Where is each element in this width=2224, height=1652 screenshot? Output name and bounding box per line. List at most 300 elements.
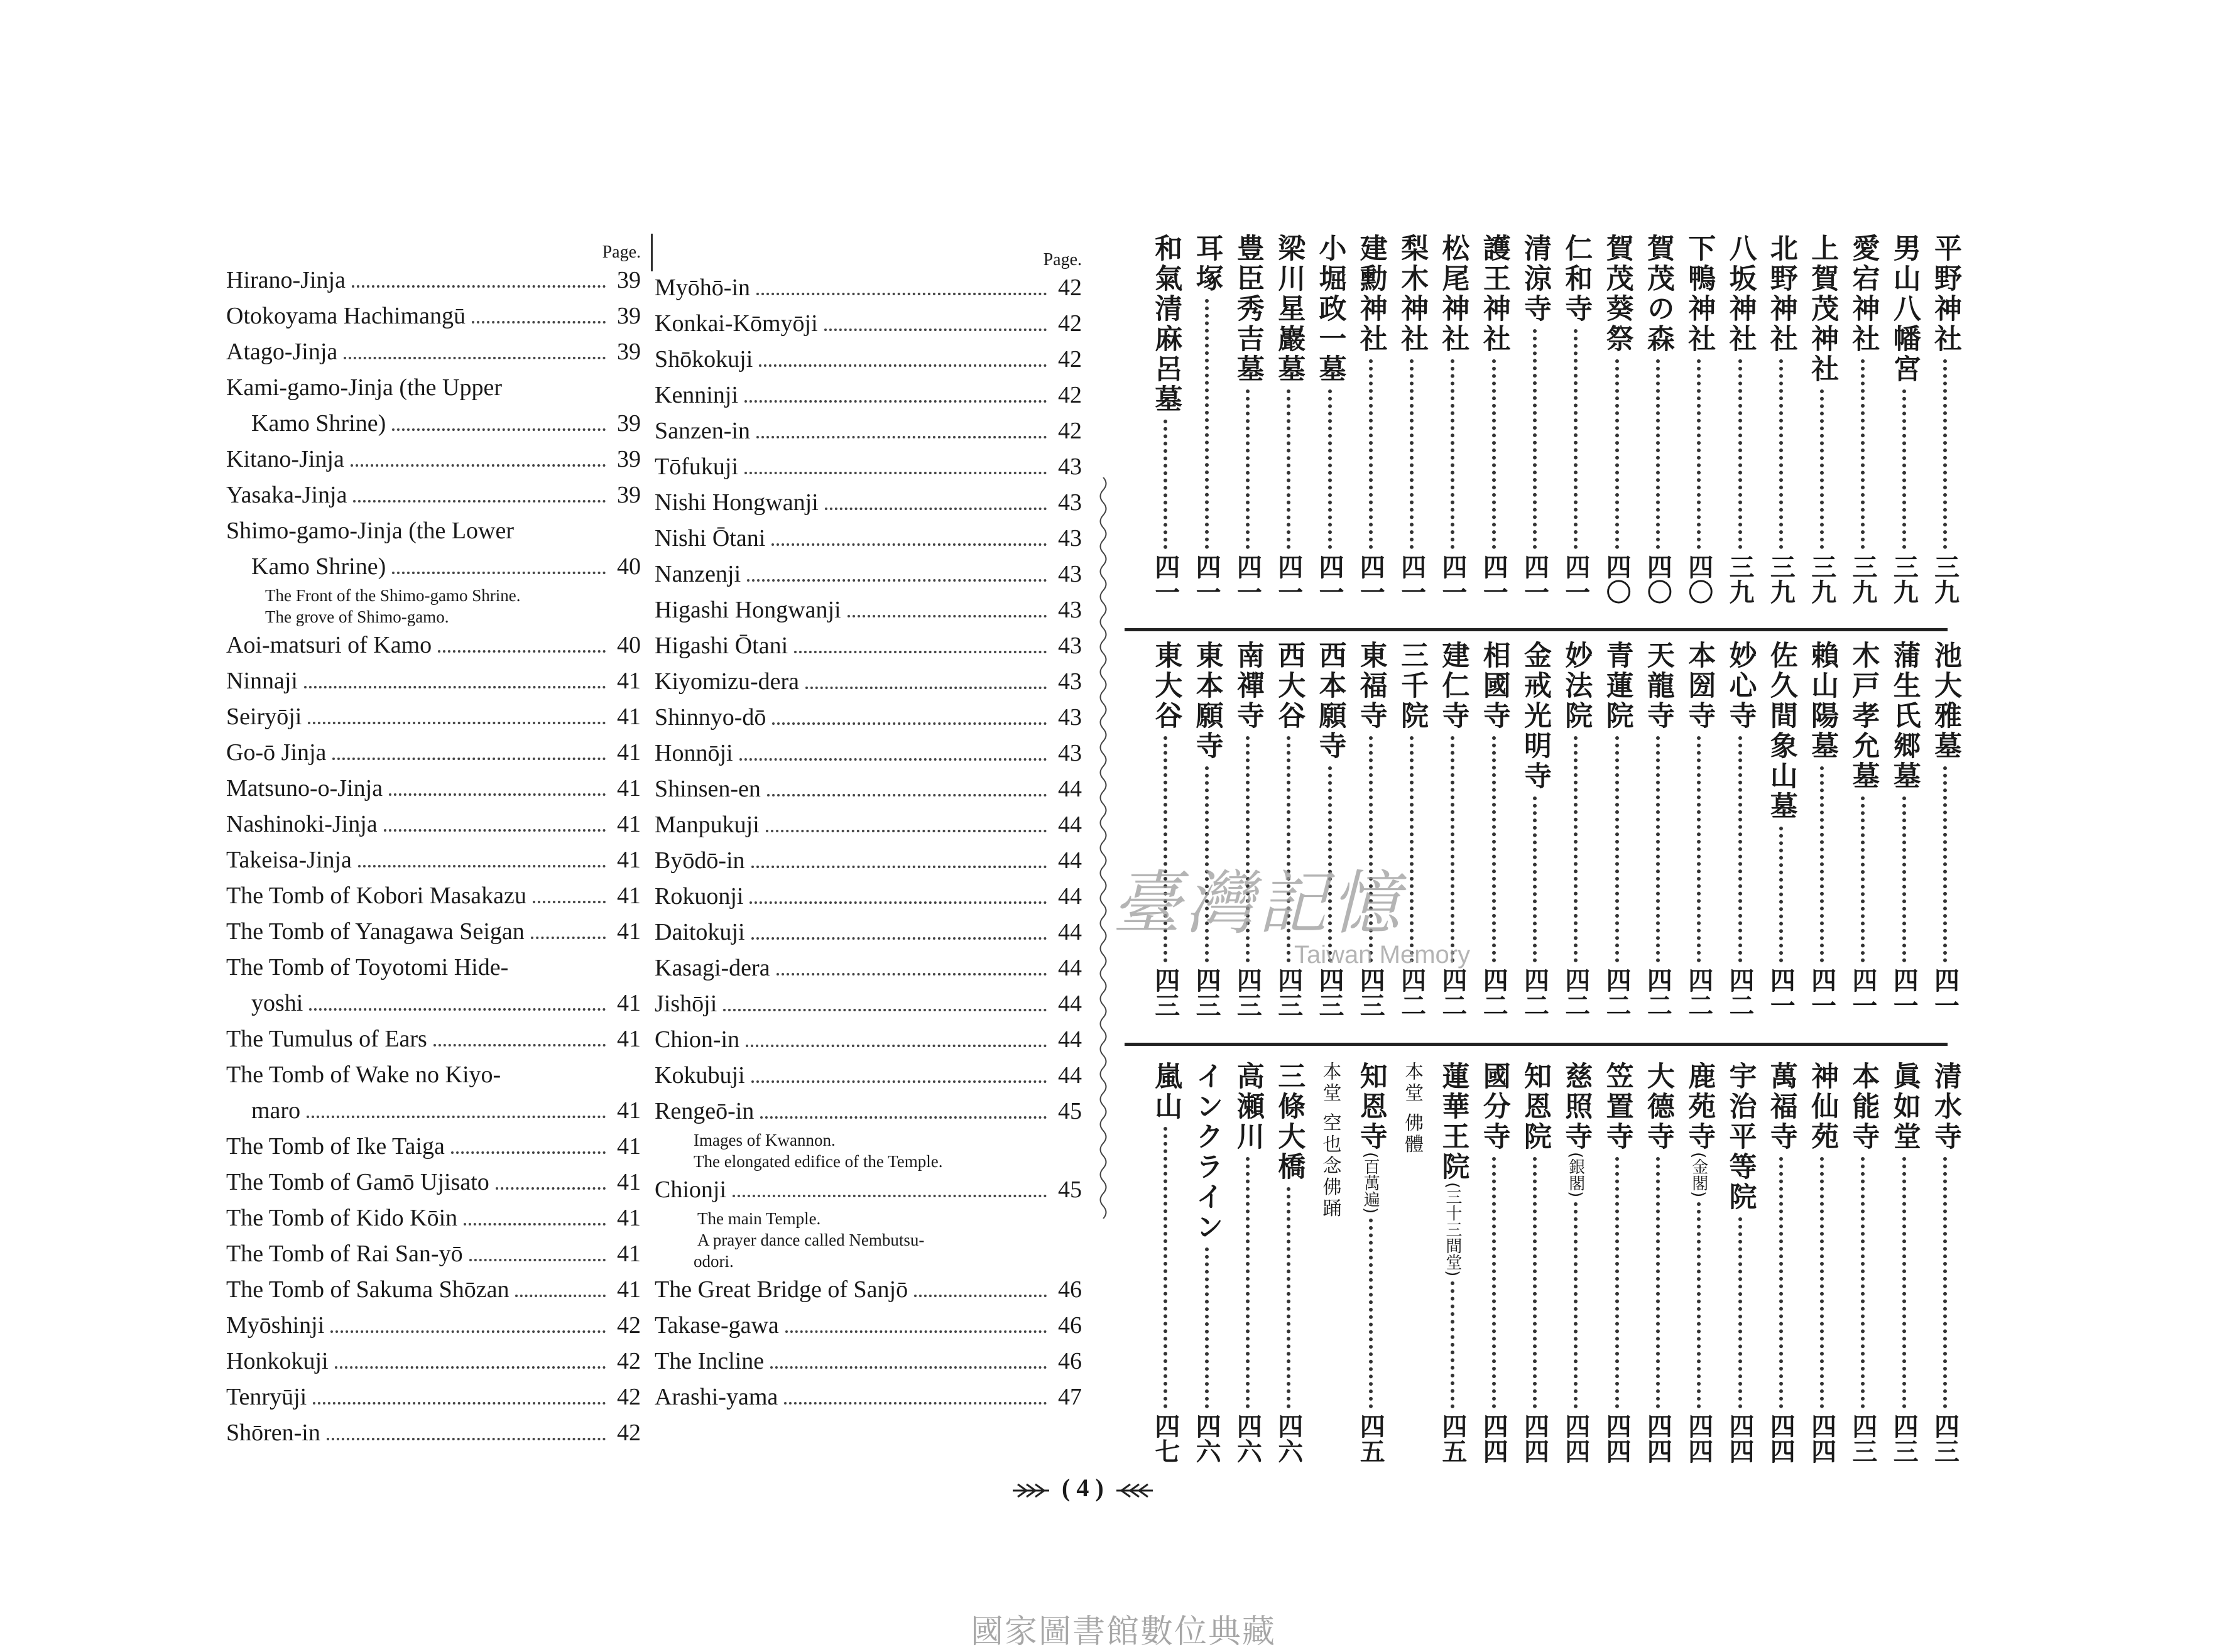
entry-title: Nishi Ōtani — [655, 525, 766, 552]
entry-page: 41 — [617, 847, 641, 873]
right-ornament-icon — [1110, 1481, 1154, 1500]
dot-leader — [1902, 796, 1906, 962]
index-entry — [655, 378, 1082, 413]
dot-leader — [344, 357, 606, 359]
dot-leader — [304, 686, 606, 688]
index-entry — [655, 449, 1082, 485]
dot-leader — [750, 901, 1047, 904]
dot-leader — [1492, 359, 1496, 549]
entry-title: Nashinoki-Jinja — [226, 811, 378, 837]
jp-entry-page: 四二 — [1397, 967, 1426, 1018]
index-entry — [655, 843, 1082, 879]
jp-entry-title: 清水寺 — [1929, 1062, 1961, 1152]
jp-entry-page: 四三 — [1848, 1413, 1877, 1464]
dot-leader — [1697, 736, 1701, 962]
jp-index-entry — [1392, 1062, 1431, 1464]
jp-entry-page: 三九 — [1930, 554, 1960, 604]
index-entry — [655, 628, 1082, 664]
entry-page: 39 — [617, 446, 641, 472]
index-entry — [655, 915, 1082, 950]
wavy-divider — [1096, 477, 1110, 1219]
jp-index-entry — [1638, 1062, 1677, 1464]
dot-leader — [392, 428, 606, 431]
jp-entry-title: 青蓮院 — [1601, 641, 1633, 731]
index-entry — [655, 736, 1082, 771]
jp-entry-title: 三千院 — [1396, 641, 1429, 731]
dot-leader — [848, 615, 1047, 617]
entry-page: 39 — [617, 303, 641, 329]
jp-entry-title: 嵐山 — [1150, 1062, 1182, 1122]
index-entry — [655, 771, 1082, 807]
entry-title: Shōren-in — [226, 1420, 320, 1446]
dot-leader — [1533, 796, 1537, 962]
dot-leader — [1492, 736, 1496, 962]
index-entry — [226, 406, 641, 442]
entry-page: 41 — [617, 1026, 641, 1052]
dot-leader — [751, 937, 1047, 940]
jp-entry-page: 四二 — [1725, 967, 1754, 1018]
jp-entry-title: 大德寺 — [1642, 1062, 1674, 1152]
dot-leader — [472, 321, 606, 323]
jp-entry-page: 四一 — [1315, 554, 1344, 604]
entry-title: Takase-gawa — [655, 1312, 779, 1339]
entry-page: 39 — [617, 482, 641, 508]
jp-entry-title: 神仙苑 — [1806, 1062, 1839, 1152]
jp-index-entry — [1311, 234, 1349, 604]
entry-title: Byōdō-in — [655, 847, 745, 874]
index-entry — [226, 298, 641, 334]
index-entry — [655, 1172, 1082, 1208]
jp-entry-page: 四三 — [1889, 1413, 1919, 1464]
jp-index-entry — [1638, 234, 1677, 604]
dot-leader — [1861, 796, 1865, 962]
index-entry — [655, 342, 1082, 378]
jp-entry-page: 三九 — [1848, 554, 1877, 604]
dot-leader — [759, 364, 1047, 367]
jp-entry-title: 清涼寺 — [1519, 234, 1551, 324]
entry-title: Kasagi-dera — [655, 955, 770, 981]
entry-page: 45 — [1058, 1098, 1082, 1124]
dot-leader — [825, 508, 1047, 510]
jp-entry-page: 三九 — [1807, 554, 1836, 604]
jp-index-entry — [1843, 1062, 1882, 1464]
entry-page: 42 — [617, 1312, 641, 1339]
dot-leader — [327, 1438, 606, 1440]
dot-leader — [744, 400, 1047, 403]
index-entry — [655, 807, 1082, 843]
entry-title: Sanzen-in — [655, 418, 750, 444]
dot-leader — [1533, 329, 1537, 549]
jp-entry-title: 金戒光明寺 — [1519, 641, 1551, 791]
jp-entry-page: 四三 — [1930, 1413, 1960, 1464]
entry-title: Higashi Ōtani — [655, 633, 788, 659]
jp-entry-title: 蒲生氏郷墓 — [1888, 641, 1921, 791]
entry-title: Go-ō Jinja — [226, 739, 327, 766]
left-ornament-icon — [1011, 1481, 1055, 1500]
entry-title: The Tomb of Ike Taiga — [226, 1133, 445, 1160]
entry-title: Chion-in — [655, 1026, 740, 1053]
entry-title: Nanzenji — [655, 561, 741, 587]
jp-entry-page: 四二 — [1479, 967, 1508, 1018]
entry-title: The Tumulus of Ears — [226, 1026, 427, 1052]
entry-page: 46 — [1058, 1312, 1082, 1339]
index-entry-title: Kami-gamo-Jinja (the Upper — [226, 374, 502, 401]
jp-entry-title: 男山八幡宮 — [1888, 234, 1921, 384]
dot-leader — [1943, 359, 1947, 549]
dot-leader — [1246, 389, 1250, 549]
jp-entry-page: 四一 — [1437, 554, 1467, 604]
index-entry — [655, 485, 1082, 521]
jp-entry-title: 宇治平等院 — [1724, 1062, 1757, 1212]
jp-entry-title: 知恩院 — [1519, 1062, 1551, 1152]
jp-entry-page: 四一 — [1233, 554, 1262, 604]
entry-title: Takeisa-Jinja — [226, 847, 352, 873]
jp-entry-page: 四一 — [1356, 554, 1385, 604]
jp-index-entry — [1679, 1062, 1718, 1464]
entry-title: Hirano-Jinja — [226, 267, 346, 293]
entry-title: Tōfukuji — [655, 454, 738, 480]
entry-page: 44 — [1058, 955, 1082, 981]
jp-entry-page: 四三 — [1356, 967, 1385, 1018]
jp-index-entry — [1802, 641, 1841, 1018]
jp-entry-page: 四三 — [1150, 967, 1180, 1018]
dot-leader — [723, 1009, 1047, 1011]
entry-page: 41 — [617, 668, 641, 694]
dot-leader — [1902, 1157, 1906, 1408]
index-entry — [655, 1022, 1082, 1058]
jp-entry-title: 本堂 佛體 — [1401, 1062, 1424, 1156]
entry-page: 43 — [1058, 633, 1082, 659]
entry-title: The Tomb of Yanagawa Seigan — [226, 918, 525, 945]
jp-entry-page: 四四 — [1520, 1413, 1549, 1464]
dot-leader — [330, 1330, 606, 1333]
jp-index-entry — [1926, 1062, 1965, 1464]
entry-page: 41 — [617, 811, 641, 837]
index-subentry: The elongated edifice of the Temple. — [694, 1152, 943, 1171]
entry-title: Chionji — [655, 1177, 727, 1203]
entry-title: Arashi-yama — [655, 1384, 778, 1410]
jp-entry-page: 四三 — [1315, 967, 1344, 1018]
dot-leader — [794, 651, 1047, 653]
jp-entry-title: 本堂 空也念佛踊 — [1319, 1062, 1341, 1220]
entry-page: 41 — [617, 704, 641, 730]
dot-leader — [772, 722, 1047, 725]
jp-entry-page: 四四 — [1479, 1413, 1508, 1464]
jp-entry-page: 三九 — [1889, 554, 1919, 604]
jp-entry-page: 四七 — [1150, 1413, 1180, 1464]
jp-entry-page: 四四 — [1766, 1413, 1796, 1464]
jp-entry-page: 四一 — [1192, 554, 1221, 604]
dot-leader — [353, 500, 606, 503]
dot-leader — [1779, 1157, 1783, 1408]
jp-entry-title: 笠置寺 — [1601, 1062, 1633, 1152]
jp-entry-page: 四五 — [1437, 1413, 1467, 1464]
dot-leader — [756, 293, 1047, 295]
entry-title: maro — [251, 1097, 301, 1124]
page-number: 4 — [1076, 1474, 1089, 1502]
entry-page: 44 — [1058, 847, 1082, 874]
paren-close: ) — [1095, 1474, 1104, 1502]
watermark-en: Taiwan Memory — [1294, 941, 1471, 969]
entry-page: 43 — [1058, 597, 1082, 623]
jp-entry-page: 四三 — [1273, 967, 1303, 1018]
jp-index-entry — [1515, 641, 1554, 1018]
jp-index-entry — [1146, 234, 1185, 604]
entry-page: 41 — [617, 1133, 641, 1160]
jp-entry-title: 耳塚 — [1191, 234, 1223, 294]
jp-entry-title: 池大雅墓 — [1929, 641, 1961, 761]
jp-entry-page: 四一 — [1561, 554, 1590, 604]
dot-leader — [1574, 736, 1578, 962]
entry-title: Honnōji — [655, 740, 733, 766]
jp-index-entry — [1802, 234, 1841, 604]
jp-entry-title: 賀茂の森 — [1642, 234, 1674, 354]
index-entry — [655, 879, 1082, 915]
row-divider — [1125, 628, 1948, 631]
dot-leader — [1820, 1157, 1824, 1408]
dot-leader — [805, 687, 1047, 689]
jp-entry-page: 四一 — [1807, 967, 1836, 1018]
dot-leader — [770, 1366, 1047, 1369]
jp-entry-note: (三十三間堂) — [1442, 1182, 1462, 1277]
entry-page: 41 — [617, 1276, 641, 1303]
entry-title: yoshi — [251, 990, 303, 1016]
jp-index-entry — [1515, 234, 1554, 604]
index-entry — [226, 477, 641, 513]
entry-page: 46 — [1058, 1348, 1082, 1374]
entry-page: 41 — [617, 739, 641, 766]
jp-entry-title: 蓮華王院 — [1437, 1062, 1469, 1182]
index-subentry: The main Temple. — [697, 1209, 821, 1228]
index-subentry: The Front of the Shimo-gamo Shrine. — [265, 586, 521, 605]
jp-entry-page: 三九 — [1725, 554, 1754, 604]
jp-index-entry — [1556, 1062, 1595, 1464]
entry-page: 44 — [1058, 991, 1082, 1017]
jp-index-entry — [1311, 1062, 1349, 1464]
dot-leader — [496, 1187, 606, 1190]
jp-entry-page: 四一 — [1150, 554, 1180, 604]
index-entry — [226, 1272, 641, 1308]
entry-page: 41 — [617, 1205, 641, 1231]
jp-entry-title: インクライン — [1191, 1062, 1223, 1242]
entry-title: Tenryūji — [226, 1384, 307, 1410]
dot-leader — [358, 865, 606, 867]
jp-index-entry — [1679, 641, 1718, 1018]
entry-page: 43 — [1058, 489, 1082, 516]
dot-leader — [335, 1366, 606, 1369]
taiwan-memory-watermark — [1112, 848, 1470, 969]
entry-title: The Tomb of Sakuma Shōzan — [226, 1276, 510, 1303]
dot-leader — [1656, 736, 1660, 962]
dot-leader — [756, 436, 1047, 438]
index-entry — [226, 1308, 641, 1344]
jp-entry-page: 三九 — [1766, 554, 1796, 604]
jp-entry-title: 妙心寺 — [1724, 641, 1757, 731]
jp-entry-page: 四一 — [1766, 967, 1796, 1018]
jp-entry-page: 四一 — [1848, 967, 1877, 1018]
entry-page: 41 — [617, 918, 641, 945]
column-divider — [651, 234, 653, 271]
dot-leader — [309, 1008, 606, 1011]
jp-entry-title: 八坂神社 — [1724, 234, 1757, 354]
index-subentry: The grove of Shimo-gamo. — [265, 607, 449, 626]
jp-index-entry — [1885, 1062, 1924, 1464]
jp-index-entry — [1228, 1062, 1267, 1464]
entry-page: 42 — [1058, 274, 1082, 301]
jp-entry-title: 和氣清麻呂墓 — [1150, 234, 1182, 415]
index-entry — [655, 664, 1082, 700]
jp-entry-title: 眞如堂 — [1888, 1062, 1921, 1152]
dot-leader — [760, 1116, 1047, 1119]
index-entry — [226, 442, 641, 477]
jp-entry-page: 四〇 — [1643, 554, 1672, 604]
jp-entry-page: 四一 — [1397, 554, 1426, 604]
dot-leader — [1369, 359, 1373, 549]
jp-index-entry — [1926, 641, 1965, 1018]
jp-entry-title: 本圀寺 — [1683, 641, 1716, 731]
entry-title: Kamo Shrine) — [251, 410, 386, 437]
dot-leader — [1410, 359, 1414, 549]
jp-entry-title: 西大谷 — [1273, 641, 1306, 731]
jp-index-entry — [1433, 234, 1472, 604]
entry-page: 46 — [1058, 1276, 1082, 1303]
index-entry — [655, 700, 1082, 736]
dot-leader — [533, 901, 606, 903]
jp-entry-page: 四〇 — [1684, 554, 1713, 604]
index-entry — [655, 986, 1082, 1022]
entry-page: 43 — [1058, 525, 1082, 552]
dot-leader — [433, 1044, 606, 1046]
dot-leader — [451, 1151, 606, 1154]
jp-entry-title: 相國寺 — [1478, 641, 1510, 731]
entry-title: Kenninji — [655, 382, 738, 408]
paren-open: ( — [1062, 1474, 1071, 1502]
jp-entry-title: 鹿苑寺 — [1683, 1062, 1716, 1152]
jp-entry-page: 四三 — [1192, 967, 1221, 1018]
jp-entry-title: 梨木神社 — [1396, 234, 1429, 354]
jp-entry-title: 佐久間象山墓 — [1765, 641, 1797, 822]
index-entry — [655, 950, 1082, 986]
jp-entry-title: 高瀬川 — [1231, 1062, 1264, 1152]
jp-index-entry — [1515, 1062, 1554, 1464]
dot-leader — [307, 1116, 606, 1118]
dot-leader — [1943, 1157, 1947, 1408]
jp-entry-title: 南禪寺 — [1231, 641, 1264, 731]
dot-leader — [351, 464, 606, 467]
index-entry — [226, 1165, 641, 1200]
dot-leader — [1738, 1217, 1742, 1408]
index-entry — [655, 1344, 1082, 1379]
index-subentry: Images of Kwannon. — [694, 1131, 836, 1149]
entry-title: Kitano-Jinja — [226, 446, 344, 472]
jp-index-entry — [1762, 641, 1801, 1018]
index-entry — [226, 663, 641, 699]
entry-page: 41 — [617, 1097, 641, 1124]
jp-index-entry — [1885, 641, 1924, 1018]
entry-title: Kiyomizu-dera — [655, 668, 800, 695]
dot-leader — [744, 472, 1047, 474]
jp-entry-page: 四四 — [1725, 1413, 1754, 1464]
dot-leader — [1246, 1157, 1250, 1408]
jp-entry-page: 四六 — [1233, 1413, 1262, 1464]
jp-entry-page: 四六 — [1192, 1413, 1221, 1464]
jp-entry-title: 妙法院 — [1560, 641, 1593, 731]
entry-page: 41 — [617, 1241, 641, 1267]
entry-page: 47 — [1058, 1384, 1082, 1410]
dot-leader — [1697, 1202, 1701, 1408]
dot-leader — [1820, 389, 1824, 549]
jp-index-entry — [1433, 1062, 1472, 1464]
entry-title: Otokoyama Hachimangū — [226, 303, 466, 329]
dot-leader — [1615, 359, 1619, 549]
jp-entry-note: (金閣) — [1689, 1152, 1708, 1198]
index-entry — [226, 1021, 641, 1057]
dot-leader — [751, 866, 1047, 868]
dot-leader — [1287, 389, 1290, 549]
dot-leader — [767, 794, 1047, 796]
dot-leader — [751, 1080, 1047, 1083]
entry-page: 40 — [617, 632, 641, 658]
jp-index-entry — [1228, 234, 1267, 604]
jp-entry-page: 四一 — [1889, 967, 1919, 1018]
entry-page: 45 — [1058, 1177, 1082, 1203]
jp-entry-title: 東本願寺 — [1191, 641, 1223, 761]
jp-index-entry — [1638, 641, 1677, 1018]
jp-entry-page: 四二 — [1602, 967, 1632, 1018]
jp-entry-page: 四四 — [1684, 1413, 1713, 1464]
index-entry — [226, 1344, 641, 1379]
jp-entry-page: 四二 — [1561, 967, 1590, 1018]
jp-index-entry — [1721, 234, 1760, 604]
jp-entry-title: 護王神社 — [1478, 234, 1510, 354]
dot-leader — [1615, 736, 1619, 962]
jp-index-entry — [1598, 641, 1637, 1018]
jp-index-entry — [1721, 641, 1760, 1018]
index-list — [655, 270, 1082, 1415]
jp-entry-note: (銀閣) — [1566, 1152, 1585, 1198]
dot-leader — [1287, 1187, 1290, 1408]
dot-leader — [914, 1295, 1047, 1297]
jp-entry-title: 本能寺 — [1847, 1062, 1880, 1152]
dot-leader — [392, 572, 606, 574]
dot-leader — [1943, 766, 1947, 962]
jp-entry-page: 四二 — [1520, 967, 1549, 1018]
jp-entry-title: 豊臣秀吉墓 — [1231, 234, 1264, 384]
dot-leader — [1492, 1157, 1496, 1408]
jp-index-entry — [1598, 1062, 1637, 1464]
jp-entry-page: 四三 — [1233, 967, 1262, 1018]
dot-leader — [515, 1295, 606, 1297]
dot-leader — [733, 1195, 1047, 1197]
entry-page: 44 — [1058, 1062, 1082, 1089]
jp-entry-page: 四四 — [1602, 1413, 1632, 1464]
entry-title: Aoi-matsuri of Kamo — [226, 632, 432, 658]
jp-entry-page: 四〇 — [1602, 554, 1632, 604]
jp-entry-page: 四一 — [1930, 967, 1960, 1018]
entry-title: Nishi Hongwanji — [655, 489, 819, 516]
jp-index-entry — [1843, 234, 1882, 604]
jp-index-entry — [1146, 1062, 1185, 1464]
dot-leader — [1164, 1127, 1167, 1408]
jp-entry-title: 國分寺 — [1478, 1062, 1510, 1152]
entry-page: 39 — [617, 339, 641, 365]
jp-entry-title: 北野神社 — [1765, 234, 1797, 354]
index-entry — [655, 521, 1082, 557]
index-entry — [655, 592, 1082, 628]
jp-entry-title: 建勳神社 — [1355, 234, 1387, 354]
entry-title: Seiryōji — [226, 704, 302, 730]
entry-page: 43 — [1058, 454, 1082, 480]
